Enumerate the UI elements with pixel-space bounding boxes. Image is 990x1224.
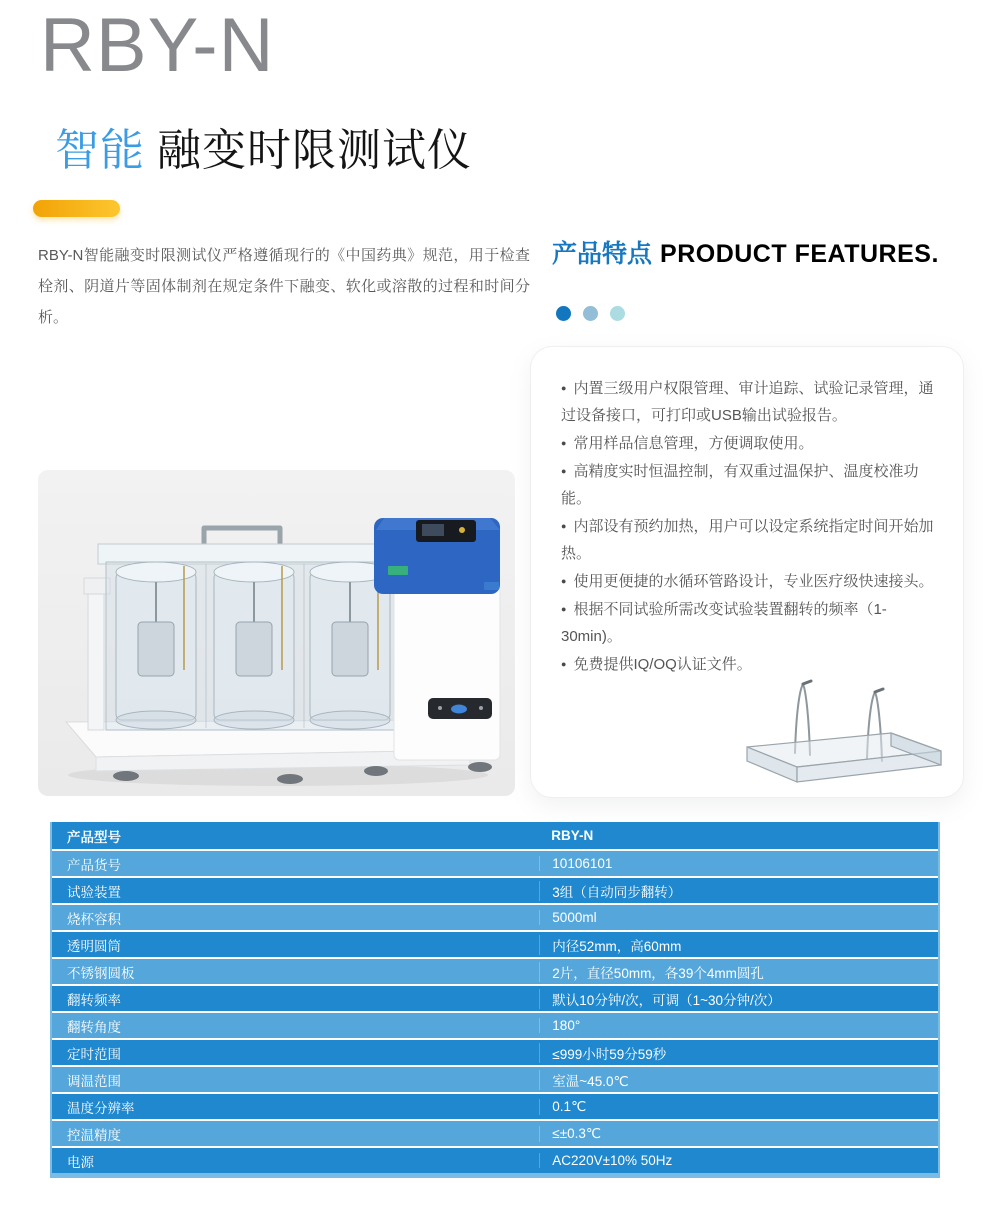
feature-item-text: 免费提供IQ/OQ认证文件。 [573,656,752,673]
spec-label: 烧杯容积 [67,911,121,927]
feature-item-text: 高精度实时恒温控制，有双重过温保护、温度校准功能。 [561,463,919,507]
feature-item [561,513,937,567]
spec-value: 室温~45.0℃ [539,1070,938,1090]
instrument-image [38,470,515,796]
spec-value: 默认10分钟/次，可调（1~30分钟/次） [539,989,938,1009]
feature-item-text: 常用样品信息管理，方便调取使用。 [573,435,814,452]
table-row [52,1146,938,1173]
bullet-icon: ● [561,576,567,586]
table-row [52,957,938,984]
spec-label: 电源 [67,1154,94,1170]
spec-value: AC220V±10% 50Hz [539,1153,938,1168]
feature-item-text: 内置三级用户权限管理、审计追踪、试验记录管理，通过设备接口，可打印或USB输出试验报告。 [561,380,934,424]
table-row [52,1065,938,1092]
spec-label: 温度分辨率 [67,1100,135,1116]
feature-item-text: 内部设有预约加热，用户可以设定系统指定时间开始加热。 [561,518,934,562]
feature-item [561,430,937,457]
spec-value: ≤±0.3℃ [539,1126,938,1142]
spec-label: 翻转频率 [67,992,121,1008]
spec-value: ≤999小时59分59秒 [539,1043,938,1063]
bullet-icon: ● [561,659,567,669]
table-row [52,930,938,957]
feature-item [561,568,937,595]
product-intro-paragraph: RBY-N智能融变时限测试仪严格遵循现行的《中国药典》规范，用于检查栓剂、阴道片等固体制剂在规定条件下融变、软化或溶散的过程和时间分析。 [38,247,530,326]
spec-label: 试验装置 [67,884,121,900]
spec-table [50,822,940,1178]
carousel-dot[interactable] [583,306,598,321]
spec-value: RBY-N [551,828,594,843]
spec-value: 2片，直径50mm，各39个4mm圆孔 [539,962,938,982]
bullet-icon: ● [561,604,567,614]
feature-item-text: 使用更便捷的水循环管路设计，专业医疗级快速接头。 [573,573,934,590]
table-row [52,1119,938,1146]
spec-label: 不锈钢圆板 [67,965,135,981]
bullet-icon: ● [561,521,567,531]
features-heading [552,234,939,270]
features-heading-cn: 产品特点 [552,240,653,268]
spec-value: 180° [539,1018,938,1033]
table-row [52,1011,938,1038]
table-row [52,822,938,849]
table-row [52,849,938,876]
feature-item [561,458,937,512]
spec-value: 5000ml [539,910,938,925]
features-heading-en: PRODUCT FEATURES. [660,240,939,268]
spec-label: 控温精度 [67,1127,121,1143]
table-row [52,876,938,903]
spec-label: 定时范围 [67,1046,121,1062]
table-row [52,984,938,1011]
accent-pill-decoration [33,200,120,217]
subtitle-rest: 融变时限测试仪 [157,126,472,175]
basket-image [739,671,949,791]
bullet-icon: ● [561,466,567,476]
subtitle-highlight: 智能 [55,126,145,175]
table-row [52,1038,938,1065]
spec-value: 0.1℃ [539,1099,938,1115]
bullet-icon: ● [561,383,567,393]
feature-item-text: 根据不同试验所需改变试验装置翻转的频率（1-30min)。 [561,601,887,645]
table-row [52,903,938,930]
carousel-dots [556,306,625,321]
spec-label: 产品型号 [67,829,121,845]
features-card [530,346,964,798]
page-title: RBY-N [40,3,275,88]
product-subtitle [55,114,472,178]
feature-item [561,375,937,429]
spec-value: 3组（自动同步翻转） [539,881,938,901]
spec-label: 透明圆筒 [67,938,121,954]
carousel-dot[interactable] [556,306,571,321]
spec-value: 10106101 [539,856,938,871]
bullet-icon: ● [561,438,567,448]
spec-label: 翻转角度 [67,1019,121,1035]
carousel-dot[interactable] [610,306,625,321]
feature-list [561,375,937,678]
feature-item [561,596,937,650]
spec-label: 产品货号 [67,857,121,873]
table-row [52,1092,938,1119]
spec-label: 调温范围 [67,1073,121,1089]
spec-value: 内径52mm，高60mm [539,935,938,955]
